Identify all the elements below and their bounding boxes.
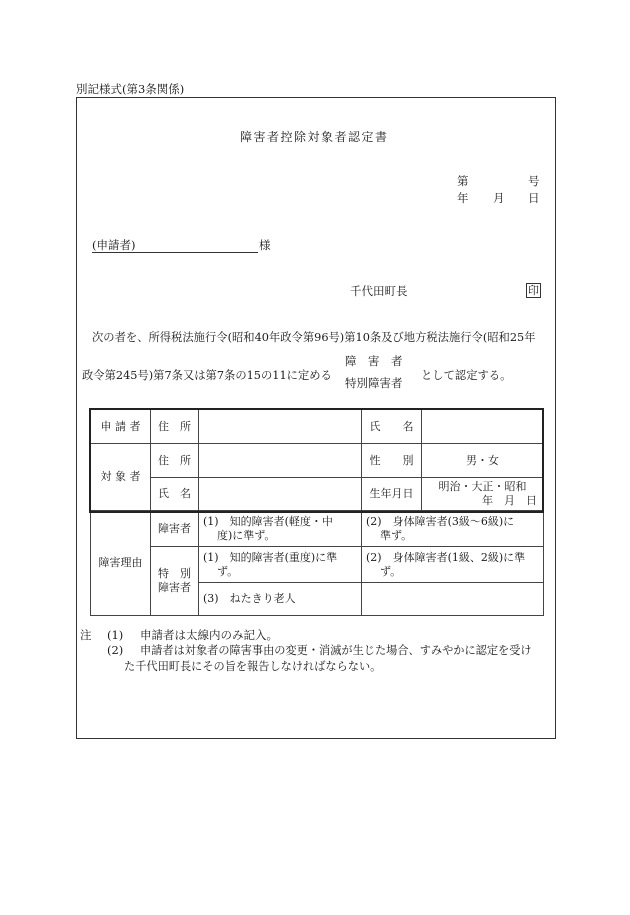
applicant-name-label: 氏 名 [362,410,422,444]
applicant-name-field[interactable] [422,410,544,444]
subject-sex-field[interactable]: 男・女 [422,444,544,478]
reason-label: 障害理由 [91,511,151,616]
reason-special-label-line2: 障害者 [158,581,191,594]
reason-disabled-opt1-line2: 度)に準ず。 [217,528,276,542]
reason-special-empty [362,583,544,616]
reason-special-opt1-line2: ず。 [217,564,239,578]
reason-special-opt3[interactable]: (3) ねたきり老人 [199,583,362,616]
birth-date-units: 年 月 日 [482,494,537,507]
applicant-honorific: 様 [259,238,271,252]
note-1-number: (1) [107,628,124,642]
subject-address-label: 住 所 [151,444,199,478]
subject-row-label: 対 象 者 [91,444,151,511]
subject-name-label: 氏 名 [151,478,199,511]
reason-disabled-label: 障害者 [151,511,199,547]
subject-address-field[interactable] [199,444,362,478]
note-2-text-line-2: た千代田町長にその旨を報告しなければならない。 [124,660,382,673]
date-day: 日 [528,191,540,205]
reason-disabled-opt1[interactable] [199,511,362,547]
reason-special-label [151,547,199,616]
form-reference: 別記様式(第3条関係) [76,82,185,96]
note-1-text: 申請者は太線内のみ記入。 [140,628,278,642]
reason-special-opt1[interactable] [199,547,362,583]
reason-special-opt1-line1: (1) 知的障害者(重度)に準 [203,550,338,564]
reason-special-opt2[interactable] [362,547,544,583]
reason-special-opt2-line2: ず。 [380,564,402,578]
number-suffix: 号 [528,174,540,188]
option-special-disabled: 特別障害者 [345,376,403,390]
applicant-name-underline [92,252,258,253]
notes-lead: 注 [80,628,92,642]
applicant-row-label: 申 請 者 [91,410,151,444]
applicant-address-label: 住 所 [151,410,199,444]
subject-sex-label: 性 別 [362,444,422,478]
reason-disabled-opt2-line2: 準ず。 [380,528,413,542]
reason-disabled-opt2[interactable] [362,511,544,547]
subject-birth-label: 生年月日 [362,478,422,511]
document-title: 障害者控除対象者認定書 [240,130,389,144]
birth-era-options: 明治・大正・昭和 [438,479,527,493]
issuer-name: 千代田町長 [350,284,408,298]
reason-disabled-opt1-line1: (1) 知的障害者(軽度・中 [203,514,333,528]
option-disabled: 障 害 者 [345,354,403,368]
note-2-number: (2) [107,643,124,657]
subject-name-field[interactable] [199,478,362,511]
body-line-2: 政令第245号)第7条又は第7条の15の11に定める [82,369,332,382]
body-line-1: 次の者を、所得税法施行令(昭和40年政令第96号)第10条及び地方税法施行令(昭和25年 [92,331,536,344]
info-table [90,409,544,616]
reason-special-label-line1: 特 別 [158,567,191,581]
reason-special-opt2-line1: (2) 身体障害者(1級、2級)に準 [366,550,526,564]
applicant-address-field[interactable] [199,410,362,444]
seal-mark: 印 [528,284,539,297]
subject-birth-field[interactable] [422,478,544,511]
number-prefix: 第 [457,174,469,188]
date-month: 月 [493,191,505,205]
note-2-text-line-1: 申請者は対象者の障害事由の変更・消滅が生じた場合、すみやかに認定を受け [140,644,532,657]
body-suffix: として認定する。 [421,369,512,382]
reason-disabled-opt2-line1: (2) 身体障害者(3級～6級)に [366,514,515,528]
date-year: 年 [457,191,469,205]
applicant-label: (申請者) [92,238,136,252]
